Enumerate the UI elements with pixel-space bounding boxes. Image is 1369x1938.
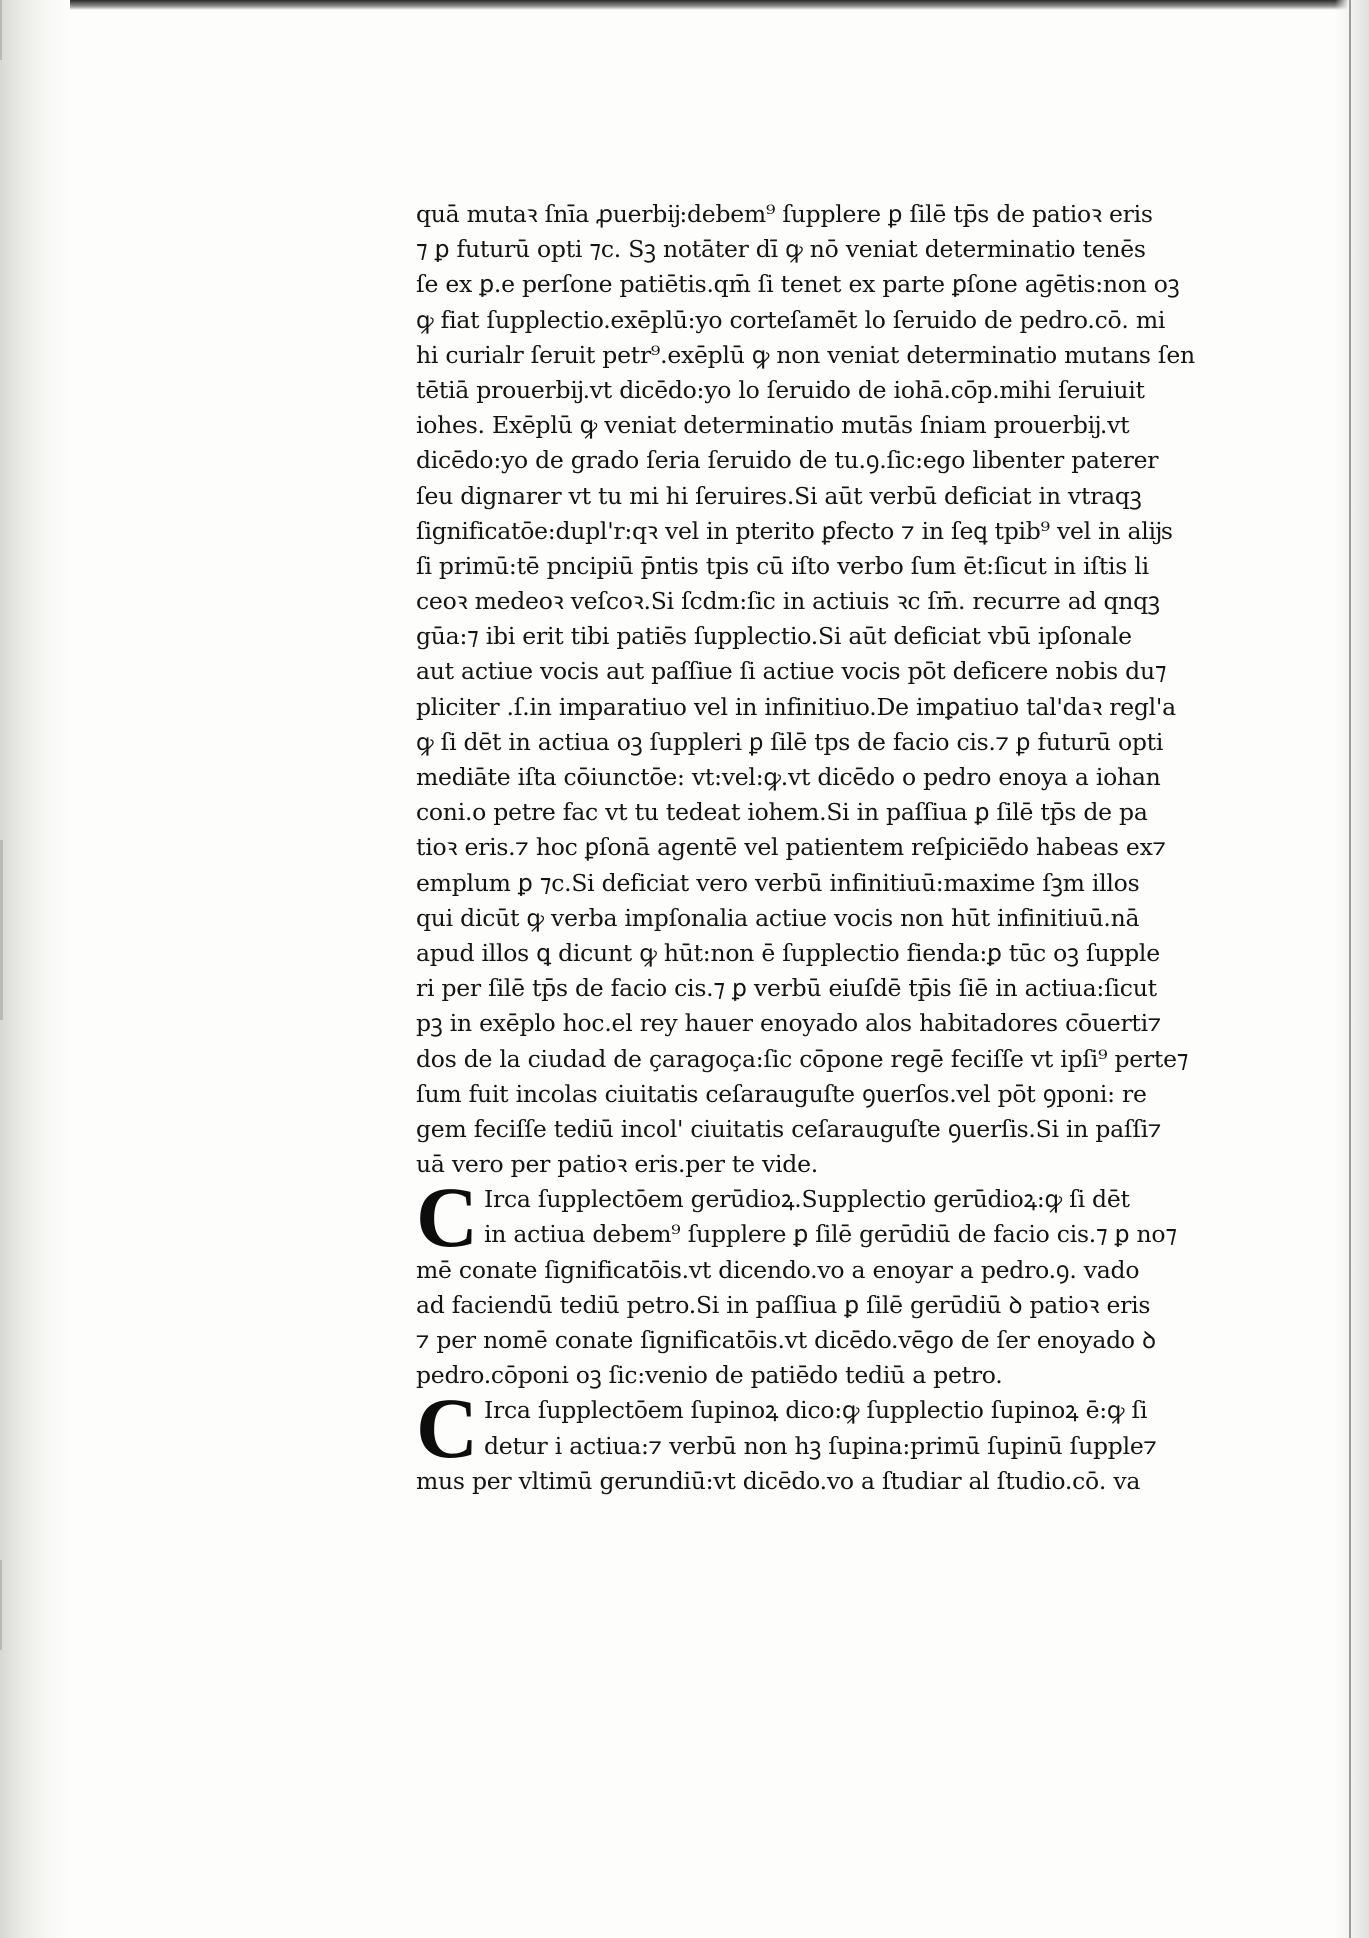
- text-line: ſignificatōe:dupl'r:qꝛ vel in pterito ꝑfecto ⁊ in ſeꝗ tpib⁹ vel in alĳs: [416, 516, 1173, 545]
- text-line: ceoꝛ medeoꝛ veſcoꝛ.Si ſcdm:ſic in actiuis ꝛc ſm̄. recurre ad qnqꝫ: [416, 587, 1160, 616]
- text-line: ſeu dignarer vt tu mi hi ſeruires.Si aūt verbū deficiat in vtraqꝫ: [416, 481, 1142, 510]
- text-line: tētiā prouerbĳ.vt dicēdo:yo lo ſeruido de iohā.cōp.mihi ſeruiuit: [416, 375, 1145, 404]
- text-line: in actiua debem⁹ ſupplere ꝑ ſilē gerūdiū de facio cis.⁊ ꝑ no⁊: [484, 1220, 1177, 1249]
- text-line: pꝫ in exēplo hoc.el rey hauer enoyado alos habitadores cōuerti⁊: [416, 1009, 1162, 1038]
- paragraph-1: [416, 197, 1250, 1182]
- gutter-stain: [0, 1560, 62, 1650]
- text-line: uā vero per patioꝛ eris.per te vide.: [416, 1150, 818, 1179]
- text-line: pedro.cōponi oꝫ ſic:venio de patiēdo tediū a petro.: [416, 1361, 1003, 1390]
- text-line: ad faciendū tediū petro.Si in paſſiua ꝑ ſilē gerūdiū ꝺ patioꝛ eris: [416, 1290, 1151, 1319]
- text-line: ri per ſilē tp̄s de facio cis.⁊ ꝑ verbū eiuſdē tp̄is ſiē in actiua:ſicut: [416, 974, 1157, 1003]
- drop-capital: C: [416, 1380, 479, 1477]
- paragraph-2: [416, 1169, 1250, 1393]
- text-line: hi curialr ſeruit petr⁹.exēplū ꝙ non veniat determinatio mutans ſen: [416, 340, 1195, 369]
- drop-capital: C: [416, 1169, 479, 1266]
- paragraph-3: [416, 1380, 1250, 1499]
- text-line: apud illos ꝗ dicunt ꝙ hūt:non ē ſupplectio fienda:ꝑ tūc oꝫ ſupple: [416, 938, 1160, 967]
- text-line: aut actiue vocis aut paſſiue ſi actiue vocis pōt deficere nobis du⁊: [416, 657, 1167, 686]
- text-line: qui dicūt ꝙ verba impſonalia actiue vocis non hūt infinitiuū.nā: [416, 903, 1140, 932]
- text-block: [416, 197, 1250, 1499]
- text-line: coni.o petre fac vt tu tedeat iohem.Si in paſſiua ꝑ ſilē tp̄s de pa: [416, 798, 1148, 827]
- text-line: ſe ex ꝑ.e perſone patiētis.qm̄ ſi tenet ex parte ꝑſone agētis:non oꝫ: [416, 270, 1180, 299]
- text-line: mus per vltimū gerundiū:vt dicēdo.vo a ſtudiar al ſtudio.cō. va: [416, 1466, 1141, 1495]
- text-line: Irca ſupplectōem gerūdioꝝ.Supplectio gerūdioꝝ:ꝙ ſi dēt: [484, 1185, 1130, 1214]
- text-line: ſum fuit incolas ciuitatis ceſarauguſte ꝯuerſos.vel pōt ꝯponi: re: [416, 1079, 1147, 1108]
- gutter-stain: [0, 840, 63, 1020]
- top-shadow: [70, 0, 1369, 10]
- text-line: quā mutaꝛ ſnīa ꝓuerbĳ:debem⁹ ſupplere ꝑ ſilē tp̄s de patioꝛ eris: [416, 200, 1153, 228]
- gutter-stain: [0, 0, 62, 60]
- text-line: emplum ꝑ ⁊c.Si deficiat vero verbū infinitiuū:maxime ſꝫm illos: [416, 868, 1140, 897]
- text-line: pliciter .ſ.in imparatiuo vel in infinitiuo.De imꝑatiuo tal'daꝛ regl'a: [416, 692, 1176, 721]
- text-line: tioꝛ eris.⁊ hoc ꝑſonā agentē vel patientem reſpiciēdo habeas ex⁊: [416, 833, 1166, 862]
- text-line: ⁊ ꝑ futurū opti ⁊c. Sꝫ notāter dī ꝙ nō veniat determinatio tenēs: [416, 235, 1146, 264]
- text-line: iohes. Exēplū ꝙ veniat determinatio mutās ſniam prouerbĳ.vt: [416, 411, 1130, 440]
- text-line: ꝙ ſi dēt in actiua oꝫ ſuppleri ꝑ ſilē tps de facio cis.⁊ ꝑ futurū opti: [416, 727, 1164, 756]
- text-line: Irca ſupplectōem ſupinoꝝ dico:ꝙ ſupplectio ſupinoꝝ ē:ꝙ ſi: [484, 1396, 1148, 1425]
- text-line: detur i actiua:⁊ verbū non hꝫ ſupina:primū ſupinū ſupple⁊: [484, 1431, 1157, 1460]
- text-line: gūa:⁊ ibi erit tibi patiēs ſupplectio.Si aūt deficiat vbū ipſonale: [416, 622, 1132, 651]
- page-edge-line: [1349, 0, 1351, 1938]
- page-edge: [1335, 0, 1369, 1938]
- text-line: ⁊ per nomē conate ſignificatōis.vt dicēdo.vēgo de ſer enoyado ꝺ: [416, 1326, 1156, 1354]
- text-line: dos de la ciudad de çaragoça:ſic cōpone regē feciſſe vt ipſi⁹ perte⁊: [416, 1044, 1189, 1073]
- text-line: mediāte iſta cōiunctōe: vt:vel:ꝙ.vt dicēdo o pedro enoya a iohan: [416, 763, 1161, 791]
- text-line: ꝙ fiat ſupplectio.exēplū:yo corteſamēt lo ſeruido de pedro.cō. mi: [416, 305, 1166, 334]
- text-line: ſi primū:tē pncipiū p̄ntis tpis cū iſto verbo ſum ēt:ſicut in iſtis li: [416, 551, 1149, 580]
- text-line: gem feciſſe tediū incol' ciuitatis ceſarauguſte ꝯuerſis.Si in paſſi⁊: [416, 1114, 1162, 1143]
- text-line: mē conate ſignificatōis.vt dicendo.vo a enoyar a pedro.ꝯ. vado: [416, 1255, 1140, 1284]
- text-line: dicēdo:yo de grado ſeria ſeruido de tu.ꝯ.ſic:ego libenter paterer: [416, 446, 1159, 475]
